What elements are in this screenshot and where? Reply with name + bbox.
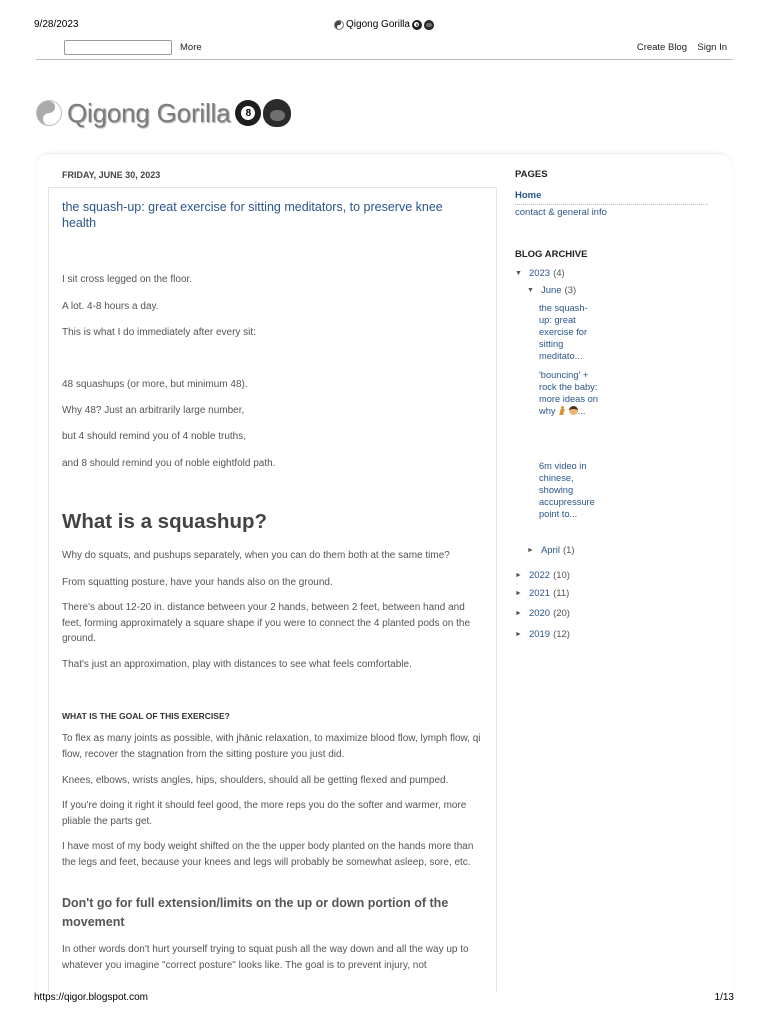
expand-toggle-icon[interactable]: ►: [527, 547, 534, 554]
archive-count: (11): [553, 588, 570, 599]
post-paragraph: That's just an approximation, play with distances to see what feels comfortable.: [62, 659, 412, 670]
print-page-title: [0, 19, 768, 30]
pages-heading: PAGES: [515, 169, 548, 180]
gorilla-icon: [424, 20, 434, 30]
eight-ball-number: 8: [415, 22, 419, 27]
archive-count: (1): [562, 545, 575, 556]
blog-title[interactable]: Qigong Gorilla: [67, 97, 231, 128]
expand-toggle-icon[interactable]: ►: [515, 631, 522, 638]
archive-post-link[interactable]: the squash-up: great exercise for sitting meditato...: [539, 303, 588, 361]
subsection-heading: WHAT IS THE GOAL OF THIS EXERCISE?: [62, 711, 230, 721]
runner-icon: [558, 406, 566, 415]
archive-month-june[interactable]: [527, 285, 576, 296]
post-paragraph: Why do squats, and pushups separately, when you can do them both at the same time?: [62, 550, 450, 561]
yin-yang-icon: [334, 20, 344, 30]
archive-year-2021[interactable]: [515, 588, 569, 599]
post-paragraph: and 8 should remind you of noble eightfold path.: [62, 458, 276, 469]
print-page-number: 1/13: [714, 992, 734, 1003]
post-paragraph: From squatting posture, have your hands also on the ground.: [62, 577, 333, 588]
more-link[interactable]: More: [180, 42, 202, 53]
archive-year-label[interactable]: 2019: [528, 629, 551, 640]
archive-heading: BLOG ARCHIVE: [515, 249, 588, 260]
post-paragraph: A lot. 4-8 hours a day.: [62, 301, 159, 312]
archive-year-2020[interactable]: [515, 608, 570, 619]
create-blog-link[interactable]: Create Blog: [636, 42, 687, 53]
archive-month-label[interactable]: June: [540, 285, 562, 296]
archive-year-2023[interactable]: [515, 268, 565, 279]
archive-count: (12): [553, 629, 570, 640]
post-paragraph: To flex as many joints as possible, with jhānic relaxation, to maximize blood flow, lymph flow, qi flow, recover the stagnation from the sitting posture you just did.: [62, 733, 481, 760]
eight-ball-icon: [412, 20, 422, 30]
expand-toggle-icon[interactable]: ▼: [527, 287, 534, 294]
yin-yang-icon: [36, 100, 62, 126]
archive-month-label[interactable]: April: [540, 545, 560, 556]
post-paragraph: 48 squashups (or more, but minimum 48).: [62, 379, 248, 390]
post-title[interactable]: the squash-up: great exercise for sitting meditators, to preserve knee health: [62, 200, 443, 230]
section-heading: What is a squashup?: [62, 510, 268, 533]
archive-post-link-text[interactable]: 'bouncing' + rock the baby: more ideas on why: [539, 370, 598, 416]
blogger-navbar: [36, 38, 733, 60]
archive-count: (20): [553, 608, 570, 619]
sidebar-item-home[interactable]: Home: [515, 190, 708, 205]
eight-ball-number: 8: [241, 106, 255, 120]
expand-toggle-icon[interactable]: ►: [515, 610, 522, 617]
post-paragraph: There's about 12-20 in. distance between your 2 hands, between 2 feet, between hand and feet, forming approximately a square shape if you were to connect the 4 planted pods on the ground.: [62, 602, 471, 644]
post-paragraph: Knees, elbows, wrists angles, hips, shoulders, should all be getting flexed and pumped.: [62, 775, 449, 786]
print-date: 9/28/2023: [34, 19, 79, 30]
post-paragraph: This is what I do immediately after every sit:: [62, 327, 256, 338]
archive-month-april[interactable]: [527, 545, 575, 556]
sign-in-link[interactable]: Sign In: [697, 42, 727, 53]
post-paragraph: I have most of my body weight shifted on the the upper body planted on the hands more than the legs and feet, because your knees and legs will probably be somewhat asleep, sore, etc.: [62, 841, 474, 868]
archive-post-link[interactable]: 6m video in chinese, showing accupressure point to...: [539, 461, 595, 519]
expand-toggle-icon[interactable]: ►: [515, 590, 522, 597]
post-paragraph: Why 48? Just an arbitrarily large number,: [62, 405, 245, 416]
post-paragraph: I sit cross legged on the floor.: [62, 274, 193, 285]
eight-ball-icon: [235, 100, 261, 126]
blog-header: [36, 96, 291, 130]
post-paragraph: In other words don't hurt yourself trying to squat push all the way down and all the way up to whatever you imagine "correct posture" looks like. The goal is to prevent injury, not: [62, 944, 469, 971]
archive-post-link[interactable]: [539, 369, 601, 417]
expand-toggle-icon[interactable]: ▼: [515, 270, 522, 277]
expand-toggle-icon[interactable]: ►: [515, 572, 522, 579]
subsection-heading: Don't go for full extension/limits on the up or down portion of the movement: [62, 896, 449, 929]
post-paragraph: If you're doing it right it should feel good, the more reps you do the softer and warmer, more pliable the parts get.: [62, 800, 467, 827]
archive-year-label[interactable]: 2022: [528, 570, 551, 581]
sidebar-item-contact[interactable]: contact & general info: [515, 207, 607, 218]
man-face-icon: [569, 406, 578, 415]
archive-count: (3): [564, 285, 577, 296]
archive-post-link-ellipsis[interactable]: ...: [577, 406, 586, 416]
archive-year-2022[interactable]: [515, 570, 570, 581]
archive-year-2019[interactable]: [515, 629, 570, 640]
print-url: https://qigor.blogspot.com: [34, 992, 148, 1003]
archive-year-label[interactable]: 2020: [528, 608, 551, 619]
archive-year-label[interactable]: 2021: [528, 588, 551, 599]
search-input[interactable]: [64, 40, 172, 55]
post-paragraph: but 4 should remind you of 4 noble truths,: [62, 431, 247, 442]
archive-count: (4): [553, 268, 565, 279]
gorilla-icon: [263, 99, 291, 127]
post-date-header: FRIDAY, JUNE 30, 2023: [62, 170, 161, 180]
archive-year-label[interactable]: 2023: [528, 268, 551, 279]
archive-count: (10): [553, 570, 570, 581]
print-title-text: Qigong Gorilla: [346, 19, 410, 30]
